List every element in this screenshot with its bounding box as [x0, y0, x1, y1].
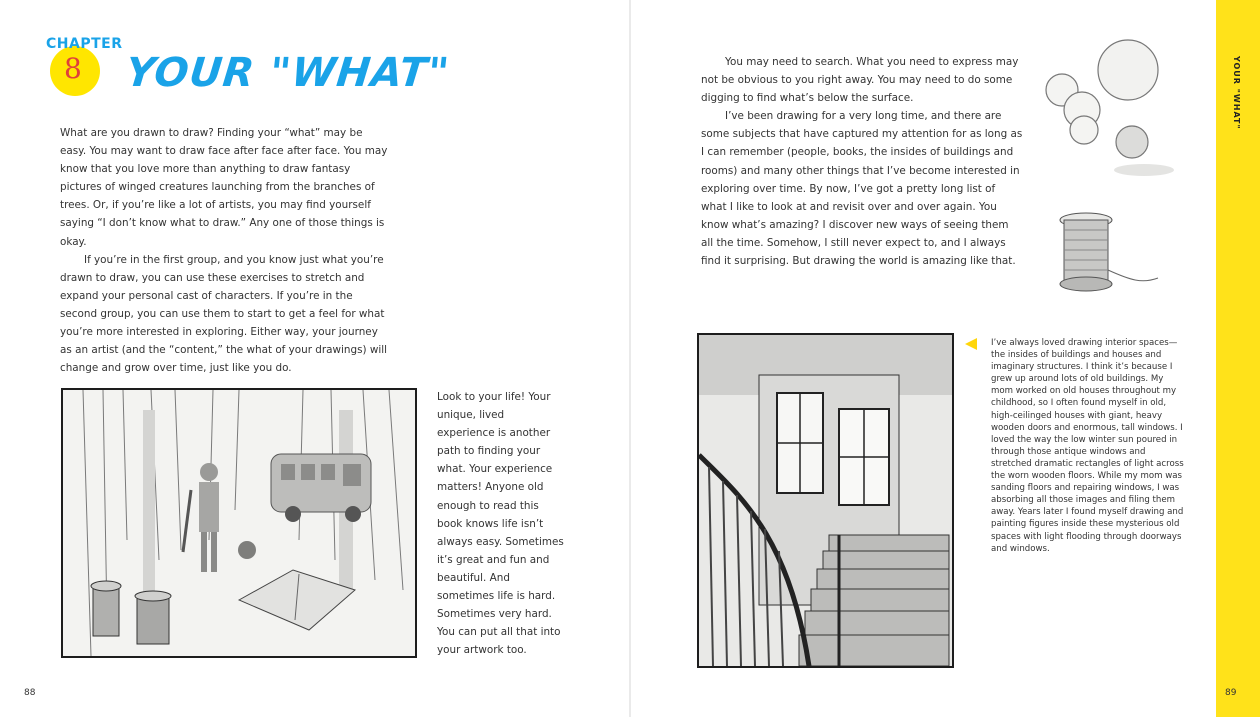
caption-arrow-icon: [965, 338, 977, 350]
staircase-caption: I’ve always loved drawing interior spaces—the insides of buildings and houses and imaginary structures. I think it’s because I grew up around lots of old buildings. My mom worked on old houses throughout my childhood, so I often found myself in old, high-ceilinged houses with giant, heavy wooden doors and enormous, tall windows. I loved the way the low winter sun poured in through those antique windows and stretched dramatic rectangles of light across the worn wooden floors. While my mom was sanding floors and repairing windows, I was absorbing all those images and filing them away. Years later I found myself drawing and painting figures inside these mysterious old spaces with light flooding through doorways and windows.: [991, 338, 1184, 554]
bubbles-sketch-icon: [1040, 30, 1190, 200]
staircase-interior-sketch-icon: [697, 333, 954, 668]
left-paragraph-2: If you’re in the first group, and you know just what you’re drawn to draw, you can use these exercises to stretch and expand your personal cast of characters. If you’re in the second group, you can use them to start to get a feel for what you’re more interested in exploring. Either way, your journey as an artist (and the “content,” the what of your drawings) will change and grow over time, just like you do.: [60, 253, 388, 375]
right-body-text: [701, 53, 1023, 270]
side-column-text: Look to your life! Your unique, lived experience is another path to finding your what. Your experience matters! Anyone old enough to read this book knows life isn’t always easy. Sometimes it’s great and fun and beautiful. And sometimes life is hard. Sometimes very hard. You can put all that into your artwork too.: [437, 391, 564, 657]
forest-scene-sketch-icon: [61, 388, 417, 658]
page-number-left: 88: [24, 688, 36, 698]
left-paragraph-1: What are you drawn to draw? Finding your “what” may be easy. You may want to draw face after face after face. You may know that you love more than anything to draw fantasy pictures of winged creatures launching from the branches of trees. Or, if you’re like a lot of artists, you may find yourself saying “I don’t know what to draw.” Any one of those things is okay.: [60, 127, 388, 248]
thread-spool-sketch-icon: [1050, 210, 1160, 305]
right-paragraph-2: I’ve been drawing for a very long time, and there are some subjects that have captured my attention for as long as I can remember (people, books, the insides of buildings and rooms) and many other things that I’ve become interested in exploring over time. By now, I’ve got a pretty long list of what I like to look at and revisit over and over again. You know what’s amazing? I discover new ways of seeing them all the time. Somehow, I still never expect to, and I always find it surprising. But drawing the world is amazing like that.: [701, 110, 1023, 268]
left-body-text: [60, 124, 390, 377]
chapter-label: CHAPTER: [46, 36, 123, 52]
chapter-title: YOUR "WHAT": [123, 50, 452, 96]
chapter-badge: [46, 36, 123, 102]
chapter-number: 8: [64, 52, 82, 85]
chapter-tab-label: YOUR "WHAT": [1232, 56, 1241, 130]
page-gutter: [629, 0, 631, 717]
page-number-right: 89: [1225, 688, 1237, 698]
right-paragraph-1: You may need to search. What you need to express may not be obvious to you right away. You may need to do some digging to find what’s below the surface.: [701, 56, 1019, 105]
